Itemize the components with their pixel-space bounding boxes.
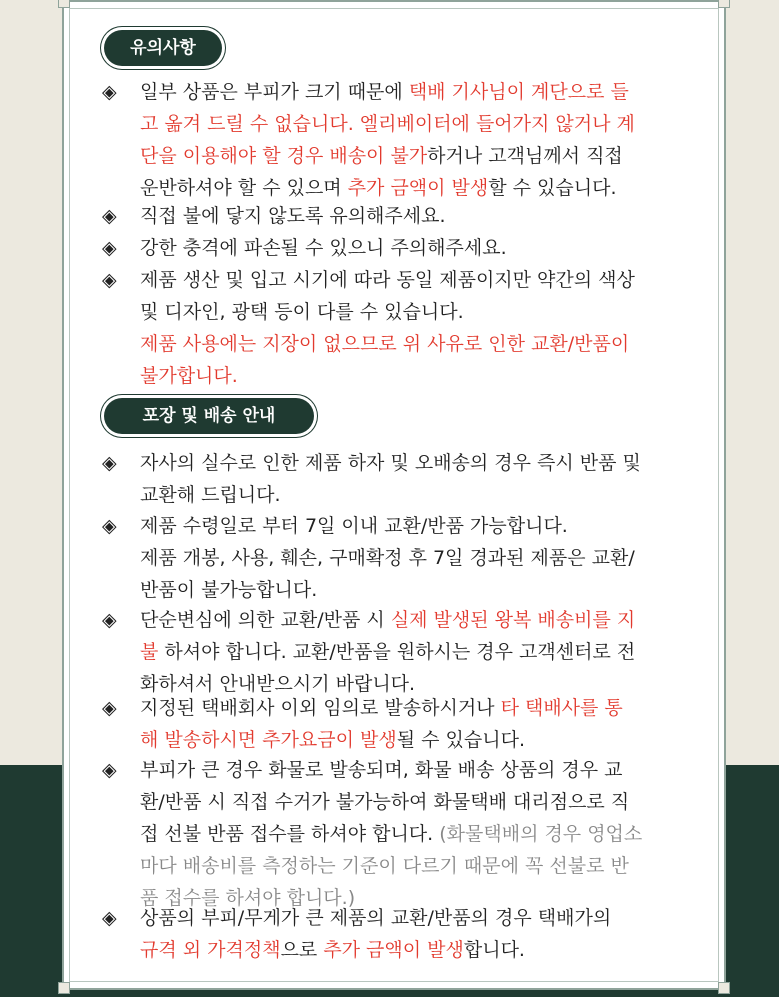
body-text: 직접 불에 닿지 않도록 유의해주세요. [140, 205, 446, 227]
diamond-bullet-icon: ◈ [102, 205, 117, 227]
body-text: 접 선불 반품 접수를 하셔야 합니다. [140, 823, 440, 845]
diamond-bullet-icon: ◈ [102, 269, 117, 291]
text-line [140, 902, 672, 934]
notice-text [140, 902, 672, 966]
corner-notch [58, 0, 70, 8]
text-line [140, 360, 672, 392]
text-line [140, 447, 672, 479]
note-text: 품 접수를 하셔야 합니다.) [140, 887, 356, 909]
body-text: 반품이 불가능합니다. [140, 579, 318, 601]
text-line [140, 108, 672, 140]
body-text: 제품 수령일로 부터 7일 이내 교환/반품 가능합니다. [140, 515, 568, 537]
body-text: 교환해 드립니다. [140, 484, 281, 506]
body-text: 상품의 부피/무게가 큰 제품의 교환/반품의 경우 택배가의 [140, 907, 612, 929]
highlight-text: 해 발송하시면 추가요금이 발생 [140, 729, 397, 751]
text-line [140, 934, 672, 966]
highlight-text: 단을 이용해야 할 경우 배송이 불가 [140, 145, 428, 167]
notice-text [140, 692, 672, 756]
highlight-text: 추가 금액이 발생 [347, 177, 489, 199]
body-text: 될 수 있습니다. [396, 729, 525, 751]
highlight-text: 불 [140, 641, 159, 663]
diamond-bullet-icon: ◈ [102, 237, 117, 259]
notice-text [140, 76, 672, 204]
body-text: 강한 충격에 파손될 수 있으니 주의해주세요. [140, 237, 507, 259]
highlight-text: 고 옮겨 드릴 수 없습니다. 엘리베이터에 들어가지 않거나 계 [140, 113, 635, 135]
text-line [140, 636, 672, 668]
notice-item [102, 510, 672, 606]
diamond-bullet-icon: ◈ [102, 609, 117, 631]
section-title: 포장 및 배송 안내 [104, 398, 314, 434]
notice-text [140, 232, 672, 264]
text-line [140, 818, 672, 850]
highlight-text: 타 택배사를 통 [500, 697, 623, 719]
notice-item [102, 604, 672, 700]
text-line [140, 542, 672, 574]
corner-notch [718, 0, 730, 8]
corner-notch [718, 982, 730, 994]
text-line [140, 200, 672, 232]
diamond-bullet-icon: ◈ [102, 515, 117, 537]
diamond-bullet-icon: ◈ [102, 81, 117, 103]
body-text: 일부 상품은 부피가 크기 때문에 [140, 81, 409, 103]
corner-notch [58, 982, 70, 994]
body-text: 합니다. [463, 939, 525, 961]
section-title: 유의사항 [104, 30, 222, 66]
diamond-bullet-icon: ◈ [102, 697, 117, 719]
text-line [140, 574, 672, 606]
text-line [140, 479, 672, 511]
text-line [140, 850, 672, 882]
highlight-text: 추가 금액이 발생 [323, 939, 464, 961]
highlight-text: 불가합니다. [140, 365, 238, 387]
body-text: 으로 [280, 939, 324, 961]
notice-item [102, 692, 672, 756]
highlight-text: 제품 사용에는 지장이 없으므로 위 사유로 인한 교환/반품이 [140, 333, 630, 355]
notice-text [140, 510, 672, 606]
body-text: 부피가 큰 경우 화물로 발송되며, 화물 배송 상품의 경우 교 [140, 759, 623, 781]
diamond-bullet-icon: ◈ [102, 759, 117, 781]
body-text: 하셔야 합니다. 교환/반품을 원하시는 경우 고객센터로 전 [158, 641, 636, 663]
note-text: 마다 배송비를 측정하는 기준이 다르기 때문에 꼭 선불로 반 [140, 855, 629, 877]
text-line [140, 754, 672, 786]
text-line [140, 76, 672, 108]
notice-text [140, 264, 672, 392]
notice-item [102, 264, 672, 392]
body-text: 및 디자인, 광택 등이 다를 수 있습니다. [140, 301, 464, 323]
notice-text [140, 754, 672, 914]
notice-item [102, 754, 672, 914]
text-line [140, 510, 672, 542]
note-text: (화물택배의 경우 영업소 [439, 823, 643, 845]
highlight-text: 규격 외 가격정책 [140, 939, 281, 961]
highlight-text: 실제 발생된 왕복 배송비를 지 [390, 609, 636, 631]
notice-text [140, 200, 672, 232]
body-text: 지정된 택배회사 이외 임의로 발송하시거나 [140, 697, 501, 719]
body-text: 제품 개봉, 사용, 훼손, 구매확정 후 7일 경과된 제품은 교환/ [140, 547, 635, 569]
notice-item [102, 447, 672, 511]
notice-card [62, 0, 726, 990]
text-line [140, 724, 672, 756]
text-line [140, 692, 672, 724]
notice-item [102, 200, 672, 232]
text-line [140, 232, 672, 264]
body-text: 환/반품 시 직접 수거가 불가능하여 화물택배 대리점으로 직 [140, 791, 630, 813]
body-text: 할 수 있습니다. [488, 177, 617, 199]
body-text: 자사의 실수로 인한 제품 하자 및 오배송의 경우 즉시 반품 및 [140, 452, 641, 474]
notice-item [102, 232, 672, 264]
highlight-text: 택배 기사님이 계단으로 들 [408, 81, 629, 103]
text-line [140, 604, 672, 636]
notice-text [140, 604, 672, 700]
text-line [140, 140, 672, 172]
body-text: 화하셔서 안내받으시기 바랍니다. [140, 673, 416, 695]
text-line [140, 264, 672, 296]
notice-item [102, 902, 672, 966]
diamond-bullet-icon: ◈ [102, 452, 117, 474]
body-text: 하거나 고객님께서 직접 [427, 145, 623, 167]
body-text: 단순변심에 의한 교환/반품 시 [140, 609, 391, 631]
text-line [140, 296, 672, 328]
text-line [140, 786, 672, 818]
text-line [140, 328, 672, 360]
notice-item [102, 76, 672, 204]
diamond-bullet-icon: ◈ [102, 907, 117, 929]
notice-text [140, 447, 672, 511]
body-text: 제품 생산 및 입고 시기에 따라 동일 제품이지만 약간의 색상 [140, 269, 635, 291]
body-text: 운반하셔야 할 수 있으며 [140, 177, 348, 199]
